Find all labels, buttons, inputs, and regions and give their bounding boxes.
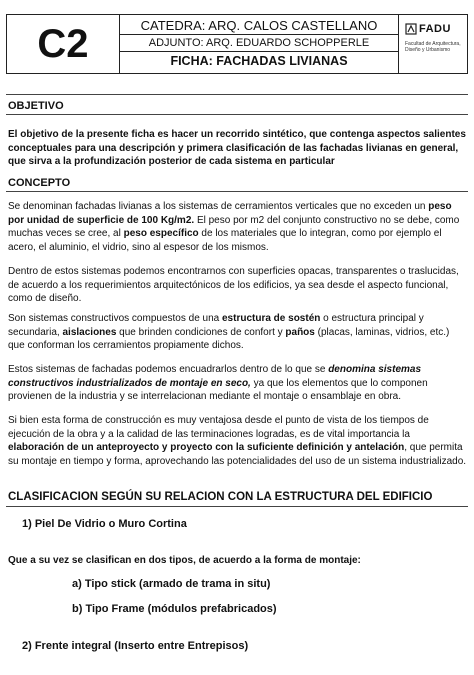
fadu-logo-icon (405, 23, 417, 35)
concepto-title: CONCEPTO (8, 177, 71, 189)
catedra-label: CATEDRA: ARQ. CALOS CASTELLANO (140, 18, 378, 33)
section-rule (6, 191, 468, 192)
logo-subtitle: Facultad de Arquitectura, Diseño y Urbanismo (405, 41, 461, 53)
section-rule (6, 94, 468, 95)
list-item: b) Tipo Frame (módulos prefabricados) (72, 603, 277, 615)
objetivo-title: OBJETIVO (8, 100, 64, 112)
list-item: a) Tipo stick (armado de trama in situ) (72, 578, 271, 590)
header-divider (120, 34, 398, 35)
header-divider (120, 51, 398, 52)
fadu-logo (399, 15, 467, 73)
concepto-paragraph-1: Se denominan fachadas livianas a los sistemas de cerramientos verticales que no exceden un peso por unidad de superficie de 100 Kg/m2. El peso por m2 del conjunto constructivo no se debe, como muchas veces se cree, al peso específico de los materiales que lo integran, como por ejemplo el acero, el aluminio, el vidrio, sino al espesor de los mismos. (8, 201, 460, 253)
header-center (120, 15, 399, 73)
section-rule (6, 114, 468, 115)
concepto-paragraph-2: Dentro de estos sistemas podemos encontrarnos con superficies opacas, transparentes o traslucidas, de acuerdo a los requerimientos arquitectónicos de los edificios, ya sea desde el aspecto funcional, como de diseño. (8, 266, 459, 304)
section-rule (6, 506, 468, 507)
concepto-paragraph-5: Si bien esta forma de construcción es muy ventajosa desde el punto de vista de los tiempos de ejecución de la obra y a la calidad de las terminaciones logradas, es de vital importancia la elaboración de un anteproyecto y proyecto con la suficiente definición y antelación, que permita su montaje en tiempo y forma, aprovechando las potencialidades del uso de un sistema industrializado. (8, 415, 467, 467)
logo-name: FADU (419, 23, 451, 35)
clasificacion-intro: Que a su vez se clasifican en dos tipos, de acuerdo a la forma de montaje: (8, 555, 361, 566)
list-item: 1) Piel De Vidrio o Muro Cortina (22, 518, 187, 530)
ficha-code: C2 (7, 15, 120, 73)
header-box (6, 14, 468, 74)
adjunto-label: ADJUNTO: ARQ. EDUARDO SCHOPPERLE (148, 37, 370, 49)
clasificacion-title: CLASIFICACION SEGÚN SU RELACION CON LA ESTRUCTURA DEL EDIFICIO (8, 491, 433, 503)
ficha-title: FICHA: FACHADAS LIVIANAS (170, 54, 348, 68)
concepto-paragraph-4: Estos sistemas de fachadas podemos encuadrarlos dentro de lo que se denomina sistemas constructivos industrializados de montaje en seco, ya que los elementos que lo componen provienen de la industria y se interrelacionan mediante el montaje o ensamblaje en obra. (8, 364, 428, 402)
concepto-paragraph-3: Son sistemas constructivos compuestos de una estructura de sostén o estructura principal y secundaria, aislaciones que brinden condiciones de confort y paños (placas, laminas, vidrios, etc.) que conforman los cerramientos propiamente dichos. (8, 313, 450, 351)
list-item: 2) Frente integral (Inserto entre Entrepisos) (22, 640, 249, 652)
objetivo-text: El objetivo de la presente ficha es hacer un recorrido sintético, que contenga aspectos salientes conceptuales para una descripción y primera clasificación de las fachadas livianas en general, que sirva a la profundización posterior de cada sistema en particular (8, 129, 466, 167)
